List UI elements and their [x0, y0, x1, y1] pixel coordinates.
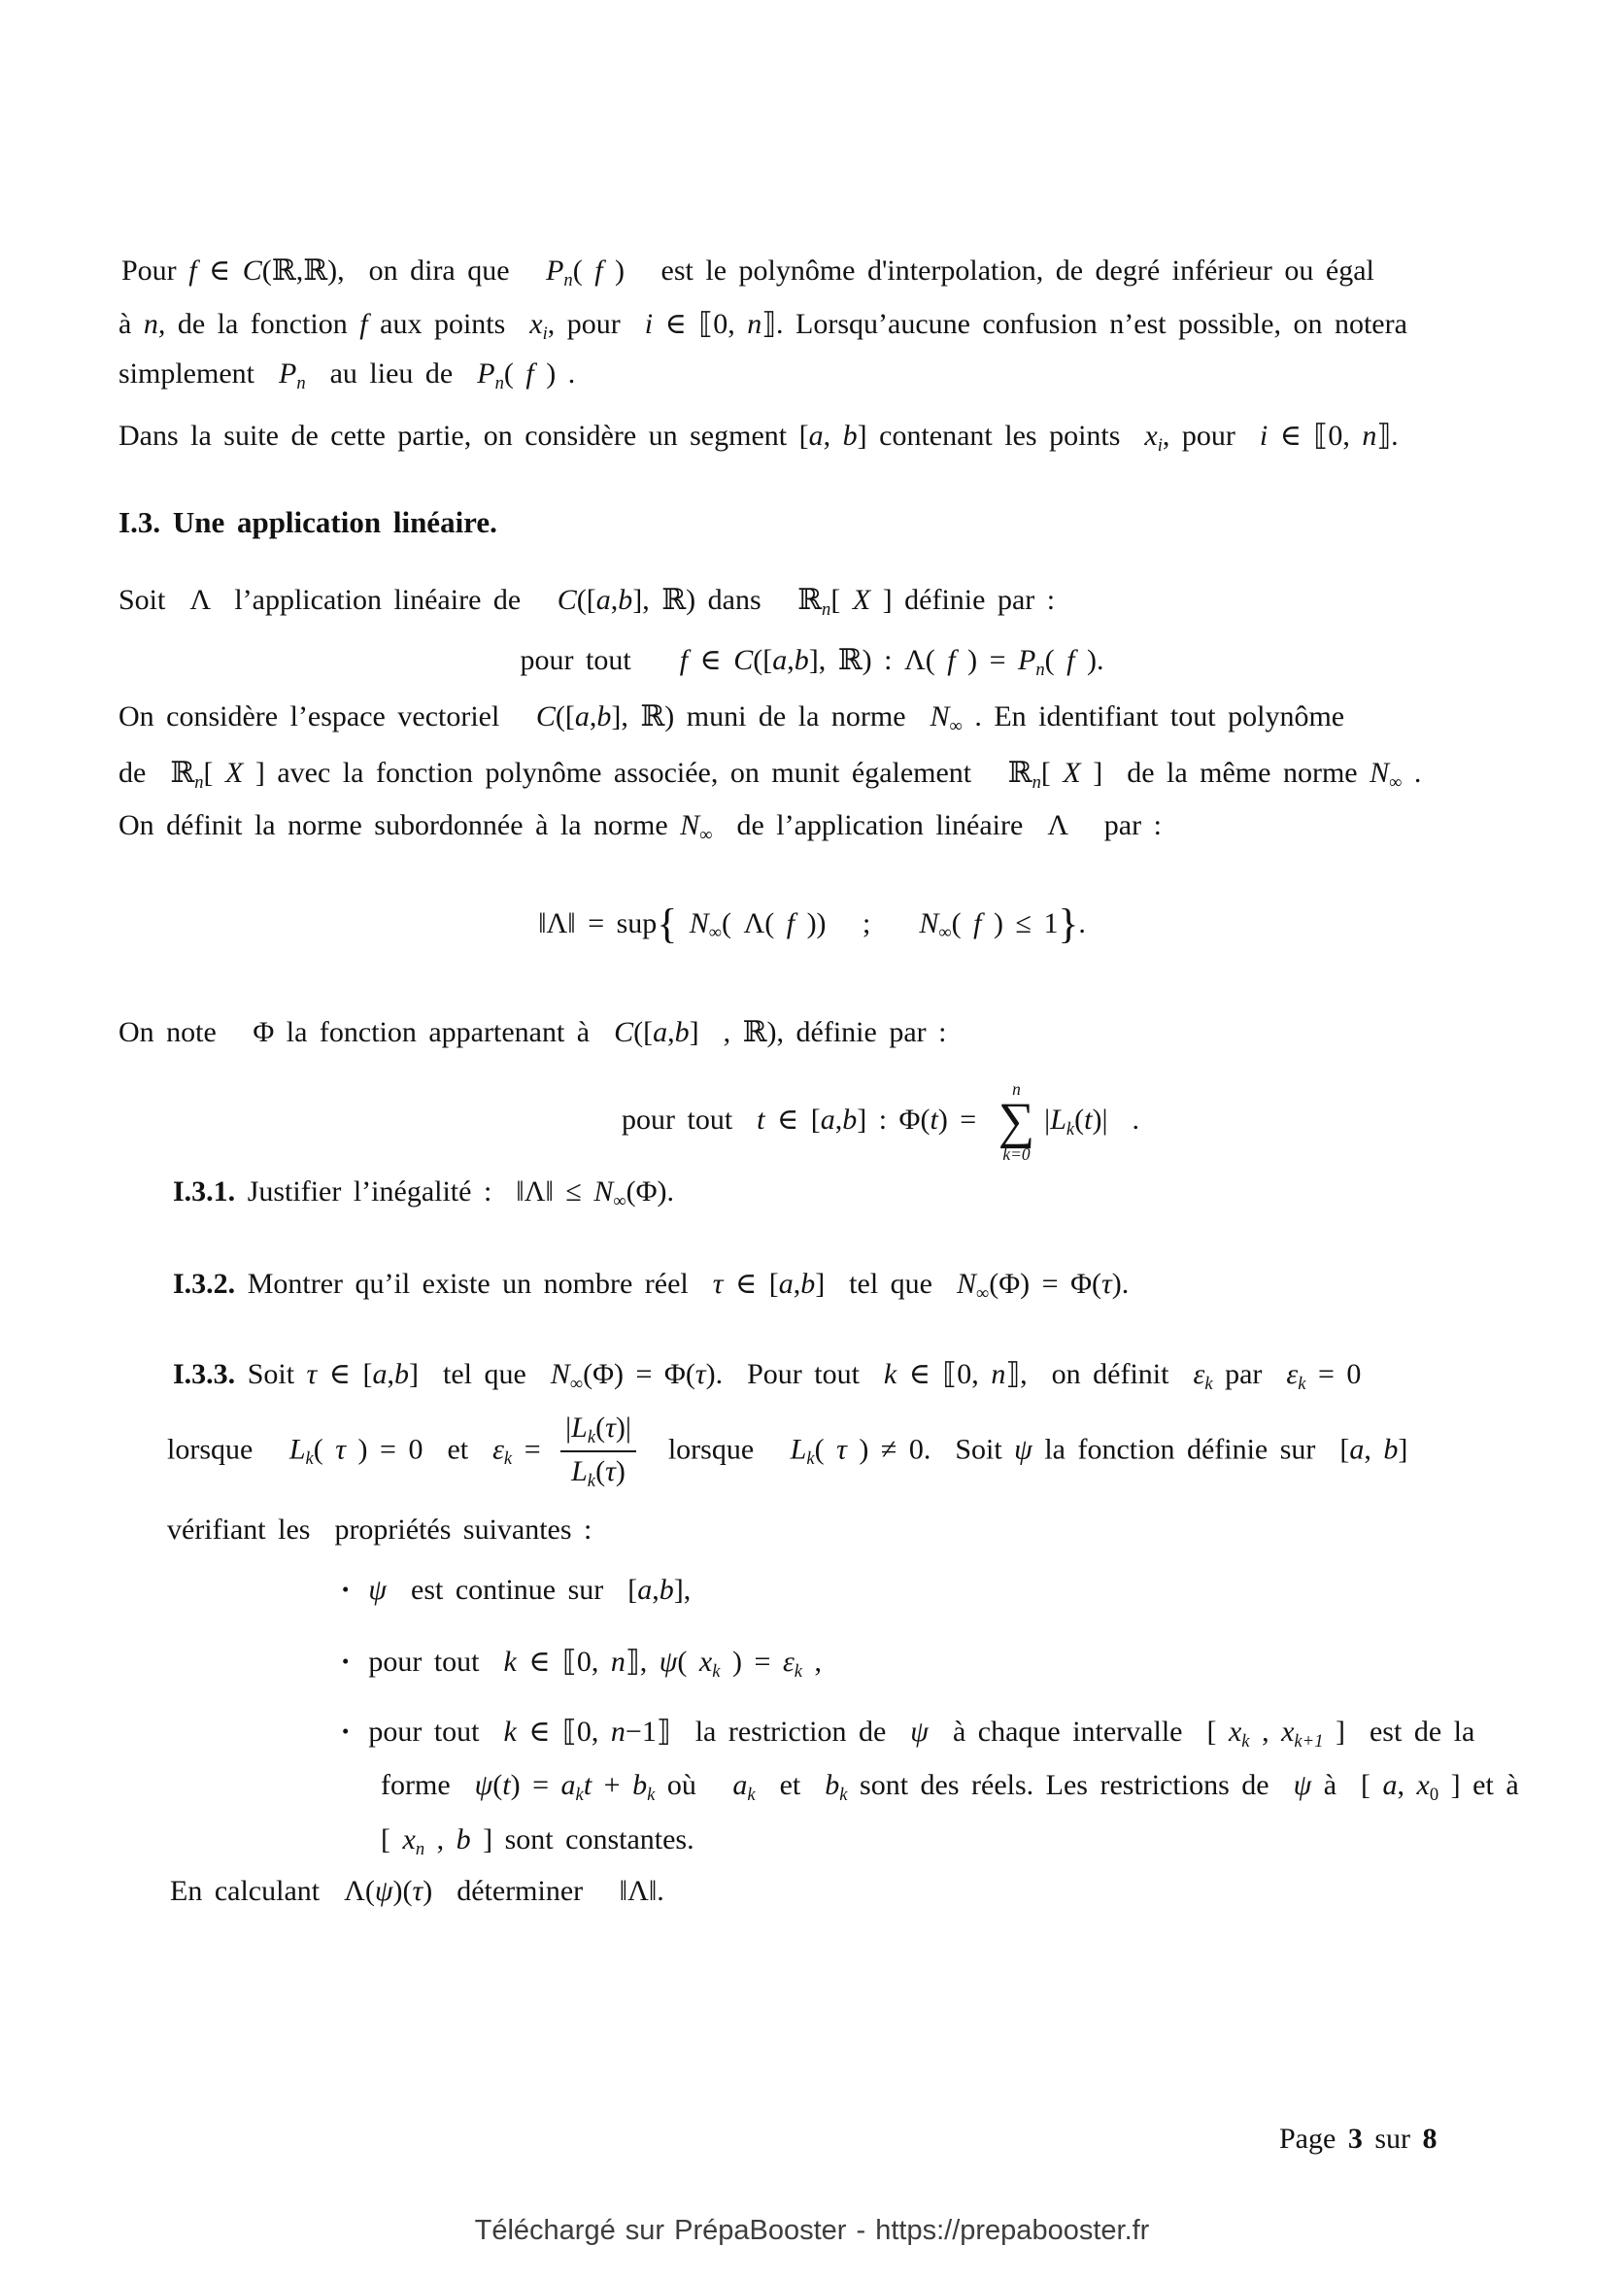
question-i32: I.3.2. Montrer qu’il existe un nombre réel τ ∈ [a,b] tel que $N_\infty(\Phi) = \Phi(\tau)$.: [173, 1268, 1130, 1304]
question-i33-line-1: I.3.3. Soit τ ∈ [a,b] tel que $N_\infty(\Phi) = \Phi(\tau)$. Pour tout k ∈ ⟦0, n⟧, on définit $\varepsilon_k$ par $\varepsilon_k = 0$: [173, 1358, 1362, 1394]
bullet-icon: •: [342, 1719, 350, 1744]
bullet-item-psi-values: [342, 1646, 822, 1682]
phi-definition-line: On note Φ la fonction appartenant à C([a,b] , ℝ), définie par :: [118, 1016, 947, 1048]
intro-paragraph-line-2: à n, de la fonction f aux points $x_i$, pour i ∈ ⟦0, n⟧. Lorsqu’aucune confusion n’est possible, on notera: [118, 308, 1407, 344]
bullet-item-psi-continuous: [342, 1574, 691, 1608]
phi-sum-equation: pour tout t ∈ [a,b] : Φ(t) = n ∑ k=0 $|L_k(t)|$ .: [622, 1079, 1139, 1165]
bullet-text: ψ est continue sur [a,b],: [368, 1574, 692, 1606]
question-i33-line-2: lorsque $L_k$( τ ) = 0 et $\varepsilon_k$ = $\frac{|L_k(\tau)|}{L_k(\tau)}$ lorsque $L_k$( τ ) ≠ 0. Soit ψ la fonction définie sur [a, b]: [167, 1412, 1408, 1492]
segment-paragraph: Dans la suite de cette partie, on considère un segment [a, b] contenant les points $x_i$, pour i ∈ ⟦0, n⟧.: [118, 420, 1399, 456]
intro-paragraph-line-3: simplement $P_n$ au lieu de $P_n$( f ) .: [118, 357, 576, 393]
bullet-icon: •: [342, 1650, 350, 1674]
norm-paragraph-line-3: On définit la norme subordonnée à la norme $N_\infty$ de l’application linéaire Λ par :: [118, 809, 1162, 845]
lambda-definition-line: Soit Λ l’application linéaire de C([a,b], ℝ) dans ℝ$_n$[ X ] définie par :: [118, 584, 1056, 620]
bullet-text: pour tout k ∈ ⟦0, n−1⟧ la restriction de ψ à chaque intervalle [ $x_k$ , $x_{k+1}$ ] est de la: [368, 1716, 1475, 1752]
bullet-icon: •: [342, 1578, 350, 1602]
bullet-item-psi-restriction-line-2: forme $\psi(t) = a_kt + b_k$ où $a_k$ et $b_k$ sont des réels. Les restrictions de ψ à [ a, $x_0$ ] et à: [381, 1769, 1519, 1805]
question-i31: I.3.1. Justifier l’inégalité : ‖Λ‖ ≤ $N_\infty(\Phi)$.: [173, 1175, 675, 1211]
download-footer: Téléchargé sur PrépaBooster - https://prepabooster.fr: [474, 2215, 1150, 2246]
lambda-definition-equation: pour tout f ∈ C([a,b], ℝ) : Λ( f ) = $P_n$( f ).: [520, 644, 1104, 680]
norm-paragraph-line-1: On considère l’espace vectoriel C([a,b], ℝ) muni de la norme $N_\infty$ . En identifiant tout polynôme: [118, 700, 1345, 736]
intro-paragraph-line-1: Pour f ∈ C(ℝ,ℝ), on dira que $P_n$( f ) est le polynôme d'interpolation, de degré inférieur ou égal: [121, 255, 1374, 290]
subordinate-norm-equation: ‖Λ‖ = sup{ $N_\infty$( Λ( f )) ; $N_\infty$( f ) ≤ 1}.: [538, 901, 1086, 947]
bullet-text: pour tout k ∈ ⟦0, n⟧, ψ( $x_k$ ) = $\varepsilon_k$ ,: [368, 1646, 823, 1682]
bullet-item-psi-restriction-line-1: [342, 1716, 1474, 1752]
bullet-item-psi-restriction-line-3: [ $x_n$ , b ] sont constantes.: [381, 1823, 694, 1859]
norm-paragraph-line-2: de ℝ$_n$[ X ] avec la fonction polynôme associée, on munit également ℝ$_n$[ X ] de la même norme $N_\infty$ .: [118, 757, 1422, 793]
page-number: Page 3 sur 8: [1279, 2123, 1438, 2155]
conclusion-line: En calculant Λ(ψ)(τ) déterminer ‖Λ‖.: [170, 1875, 664, 1907]
question-i33-line-3: vérifiant les propriétés suivantes :: [167, 1514, 592, 1546]
section-heading-i3: I.3. Une application linéaire.: [118, 505, 497, 539]
